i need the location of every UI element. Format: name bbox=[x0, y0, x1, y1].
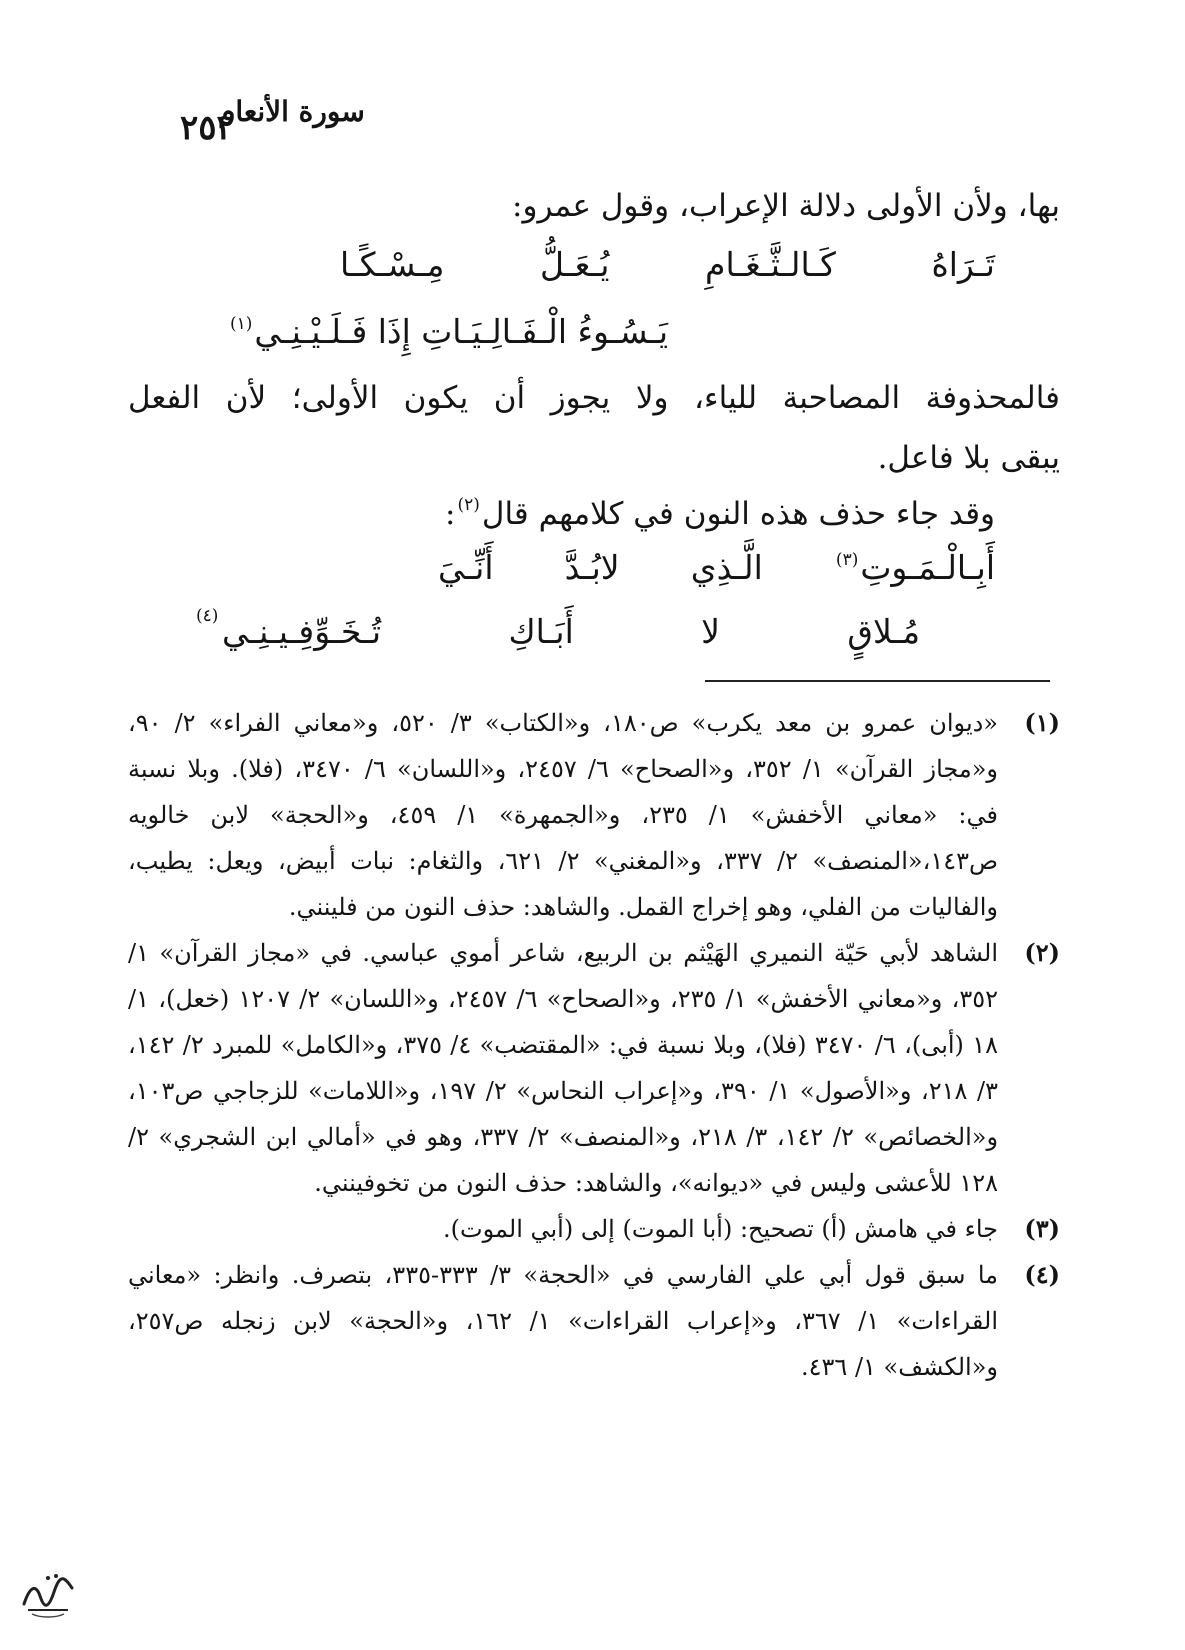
verse-2-second-hemistich bbox=[222, 612, 920, 651]
verse-2-first-hemistich bbox=[438, 548, 995, 587]
footnote-ref-1[interactable]: (١) bbox=[230, 314, 253, 334]
footnote-ref-4[interactable]: (٤) bbox=[196, 606, 219, 626]
footnote-text: ما سبق قول أبي علي الفارسي في «الحجة» ٣/ ٣٣٣-٣٣٥، بتصرف. وانظر: «معاني القراءات» ١/ ٣٦٧، و«إعراب القراءات» ١/ ١٦٢، و«الحجة» لابن زنجله ص٢٥٧، و«الكشف» ١/ ٤٣٦. bbox=[128, 1261, 999, 1381]
page-number: ٢٥٢ bbox=[180, 108, 235, 148]
footnote-number: (٣) bbox=[1024, 1214, 1060, 1243]
footnote-2 bbox=[128, 930, 1060, 1206]
surah-title: سورة الأنعام bbox=[218, 95, 365, 128]
verse-1-second-hemistich-text: يَـسُـوءُ الْـفَـالِـيَـاتِ إِذَا فَـلَـيْـنِـي bbox=[254, 312, 669, 351]
verse-1-second-hemistich bbox=[228, 312, 668, 351]
footnote-number: (٢) bbox=[1024, 938, 1060, 967]
text-line-2: فالمحذوفة المصاحبة للياء، ولا يجوز أن يكون الأولى؛ لأن الفعل bbox=[128, 380, 1060, 416]
footnote-separator bbox=[705, 680, 1050, 682]
verse-2-second-hemistich-text: مُـلاقٍ لا أَبَـاكِ تُـخَـوِّفِـيـنِـي bbox=[222, 612, 920, 651]
footnotes bbox=[128, 700, 1060, 1390]
verse-2-first-hemistich-part1: أَبِـالْـمَـوتِ bbox=[860, 548, 996, 587]
footnote-1 bbox=[128, 700, 1060, 930]
footnote-text: الشاهد لأبي حَيّة النميري الهَيْثم بن الربيع، شاعر أموي عباسي. في «مجاز القرآن» ١/ ٣٥٢، و«معاني الأخفش» ١/ ٢٣٥، و«الصحاح» ٦/ ٢٤٥٧، و«اللسان» ٢/ ١٢٠٧ (خعل)، ١/ ١٨ (أبى)، ٦/ ٣٤٧٠ (فلا)، وبلا نسبة في: «المقتضب» ٤/ ٣٧٥، و«الكامل» للمبرد ٢/ ١٤٢، ٣/ ٢١٨، و«الأصول» ١/ ٣٩٠، و«إعراب النحاس» ٢/ ١٩٧، و«اللامات» للزجاجي ص١٠٣، و«الخصائص» ٢/ ١٤٢، ٣/ ٢١٨، و«المنصف» ٢/ ٣٣٧، وهو في «أمالي ابن الشجري» ٢/ ١٢٨ للأعشى وليس في «ديوانه»، والشاهد: حذف النون من تخوفينني. bbox=[128, 939, 999, 1197]
footnote-4 bbox=[128, 1252, 1060, 1390]
footnote-number: (٤) bbox=[1024, 1260, 1060, 1289]
verse-1-first-hemistich: تَـرَاهُ كَـالـثَّـغَـامِ يُـعَـلُّ مِـسْـكًـا bbox=[340, 245, 995, 284]
text-line-3: يبقى بلا فاعل. bbox=[877, 440, 1060, 476]
footnote-ref-3[interactable]: (٣) bbox=[835, 550, 859, 570]
footnote-number: (١) bbox=[1024, 708, 1060, 737]
calligraphy-logo-icon bbox=[18, 1566, 78, 1620]
footnote-ref-2[interactable]: (٢) bbox=[457, 495, 480, 515]
footnote-text: «ديوان عمرو بن معد يكرب» ص١٨٠، و«الكتاب» ٣/ ٥٢٠، و«معاني الفراء» ٢/ ٩٠، و«مجاز القرآن» ١/ ٣٥٢، و«الصحاح» ٦/ ٢٤٥٧، و«اللسان» ٦/ ٣٤٧٠، (فلا). وبلا نسبة في: «معاني الأخفش» ١/ ٢٣٥، و«الجمهرة» ١/ ٤٥٩، و«الحجة» لابن خالويه ص١٤٣،«المنصف» ٢/ ٣٣٧، و«المغني» ٢/ ٦٢١، والثغام: نبات أبيض، ويعل: يطيب، والفاليات من الفلي، وهو إخراج القمل. والشاهد: حذف النون من فلينني. bbox=[128, 709, 998, 921]
text-line-4-colon: : bbox=[445, 496, 456, 532]
text-line-4-text: وقد جاء حذف هذه النون في كلامهم قال bbox=[481, 496, 995, 532]
text-line-4 bbox=[445, 495, 995, 532]
footnote-text: جاء في هامش (أ) تصحيح: (أبا الموت) إلى (أبي الموت). bbox=[443, 1215, 998, 1243]
verse-2-first-hemistich-part2: الَّـذِي لابُـدَّ أَنِّـيَ bbox=[438, 548, 763, 587]
text-line-1: بها، ولأن الأولى دلالة الإعراب، وقول عمرو: bbox=[512, 188, 1060, 224]
footnote-3 bbox=[128, 1206, 1060, 1252]
